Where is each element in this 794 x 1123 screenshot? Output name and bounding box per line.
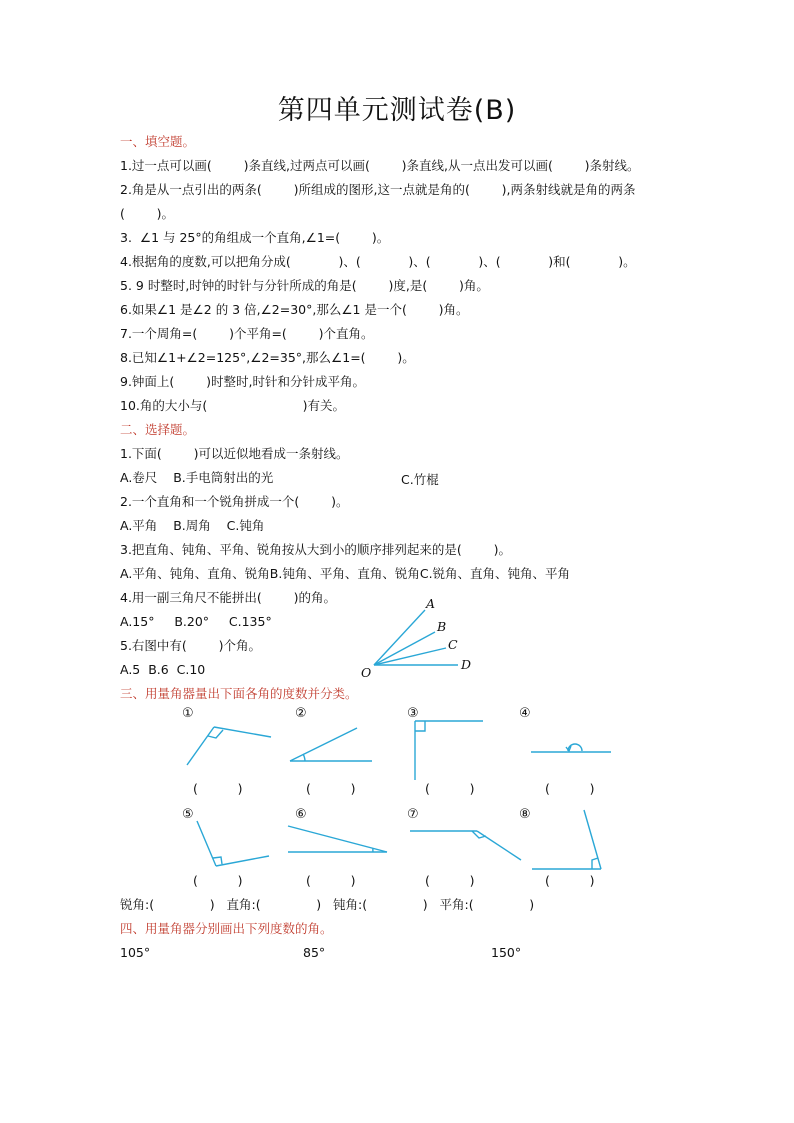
section-4-heading xyxy=(120,921,333,937)
answer-blank-7[interactable]: ( ) xyxy=(425,873,475,888)
draw-angle-150: 150° xyxy=(491,945,522,960)
section-4-heading-pre: 四、用 xyxy=(120,921,158,936)
point-label-b: B xyxy=(437,619,447,634)
question-2-3-options: A.平角、钝角、直角、锐角B.钝角、平角、直角、锐角C.锐角、直角、钝角、平角 xyxy=(120,566,571,581)
angle-figure-6 xyxy=(288,826,387,852)
question-2-2-options: A.平角 B.周角 C.钝角 xyxy=(120,518,265,533)
answer-blank-2[interactable]: ( ) xyxy=(306,781,356,796)
section-3-heading-post: 出下面各角的度数并分类。 xyxy=(207,686,358,701)
point-label-o: O xyxy=(361,665,372,680)
question-1-7: 7.一个周角=( )个平角=( )个直角。 xyxy=(120,326,374,341)
angle-figure-4 xyxy=(531,744,611,752)
angle-figure-1 xyxy=(187,727,271,765)
classification-line: 锐角:( ) 直角:( ) 钝角:( ) 平角:( ) xyxy=(120,897,535,912)
answer-blank-1[interactable]: ( ) xyxy=(193,781,243,796)
angle-number-6: ⑥ xyxy=(295,807,307,822)
answer-blank-5[interactable]: ( ) xyxy=(193,873,243,888)
answer-blank-4[interactable]: ( ) xyxy=(545,781,595,796)
angle-number-2: ② xyxy=(295,706,307,721)
angle-number-4: ④ xyxy=(519,706,531,721)
section-2-heading: 二、选择题。 xyxy=(120,422,196,437)
question-1-2b: ( )。 xyxy=(120,206,175,221)
draw-angle-85: 85° xyxy=(303,945,326,960)
question-2-5: 5.右图中有( )个角。 xyxy=(120,638,261,653)
section-4-heading-mid: 量角器分别画出下列度数的角。 xyxy=(157,921,333,936)
question-1-1: 1.过一点可以画( )条直线,过两点可以画( )条直线,从一点出发可以画( )条射线。 xyxy=(120,158,640,173)
angle-figure-8 xyxy=(532,810,601,869)
answer-blank-3[interactable]: ( ) xyxy=(425,781,475,796)
question-1-2a: 2.角是从一点引出的两条( )所组成的图形,这一点就是角的( ),两条射线就是角的两条 xyxy=(120,182,636,197)
question-2-4: 4.用一副三角尺不能拼出( )的角。 xyxy=(120,590,336,605)
section-1-heading: 一、填空题。 xyxy=(120,134,196,149)
point-label-c: C xyxy=(448,637,458,652)
question-1-4: 4.根据角的度数,可以把角分成( )、( )、( )、( )和( )。 xyxy=(120,254,636,269)
angle-figure-3 xyxy=(415,721,483,780)
question-1-10: 10.角的大小与( )有关。 xyxy=(120,398,345,413)
point-label-d: D xyxy=(461,657,472,672)
question-2-4-options: A.15° B.20° C.135° xyxy=(120,614,272,629)
angle-number-8: ⑧ xyxy=(519,807,531,822)
angle-number-3: ③ xyxy=(407,706,419,721)
question-1-6: 6.如果∠1 是∠2 的 3 倍,∠2=30°,那么∠1 是一个( )角。 xyxy=(120,302,469,317)
page-title: 第四单元测试卷(B) xyxy=(277,95,517,126)
angle-number-1: ① xyxy=(182,706,194,721)
angle-figure-5 xyxy=(197,821,269,866)
question-2-3: 3.把直角、钝角、平角、锐角按从大到小的顺序排列起来的是( )。 xyxy=(120,542,511,557)
question-1-5: 5. 9 时整时,时钟的时针与分针所成的角是( )度,是( )角。 xyxy=(120,278,489,293)
question-1-9: 9.钟面上( )时整时,时针和分针成平角。 xyxy=(120,374,365,389)
question-1-8: 8.已知∠1+∠2=125°,∠2=35°,那么∠1=( )。 xyxy=(120,350,415,365)
question-2-1-option-c: C.竹棍 xyxy=(401,472,439,487)
draw-angle-105: 105° xyxy=(120,945,151,960)
question-1-3: 3. ∠1 与 25°的角组成一个直角,∠1=( )。 xyxy=(120,230,390,245)
question-2-1: 1.下面( )可以近似地看成一条射线。 xyxy=(120,446,349,461)
question-2-5-options: A.5 B.6 C.10 xyxy=(120,662,206,677)
angle-number-7: ⑦ xyxy=(407,807,419,822)
angle-figure-2 xyxy=(290,728,372,761)
point-label-a: A xyxy=(426,596,436,611)
angle-figure-7 xyxy=(410,831,521,860)
answer-blank-8[interactable]: ( ) xyxy=(545,873,595,888)
answer-blank-6[interactable]: ( ) xyxy=(306,873,356,888)
question-2-1-options: A.卷尺 B.手电筒射出的光 xyxy=(120,470,274,485)
section-3-heading-pre: 三、用 xyxy=(120,686,158,701)
question-2-2: 2.一个直角和一个锐角拼成一个( )。 xyxy=(120,494,349,509)
section-3-heading-mid: 量角器量 xyxy=(157,686,208,701)
angle-number-5: ⑤ xyxy=(182,807,194,822)
